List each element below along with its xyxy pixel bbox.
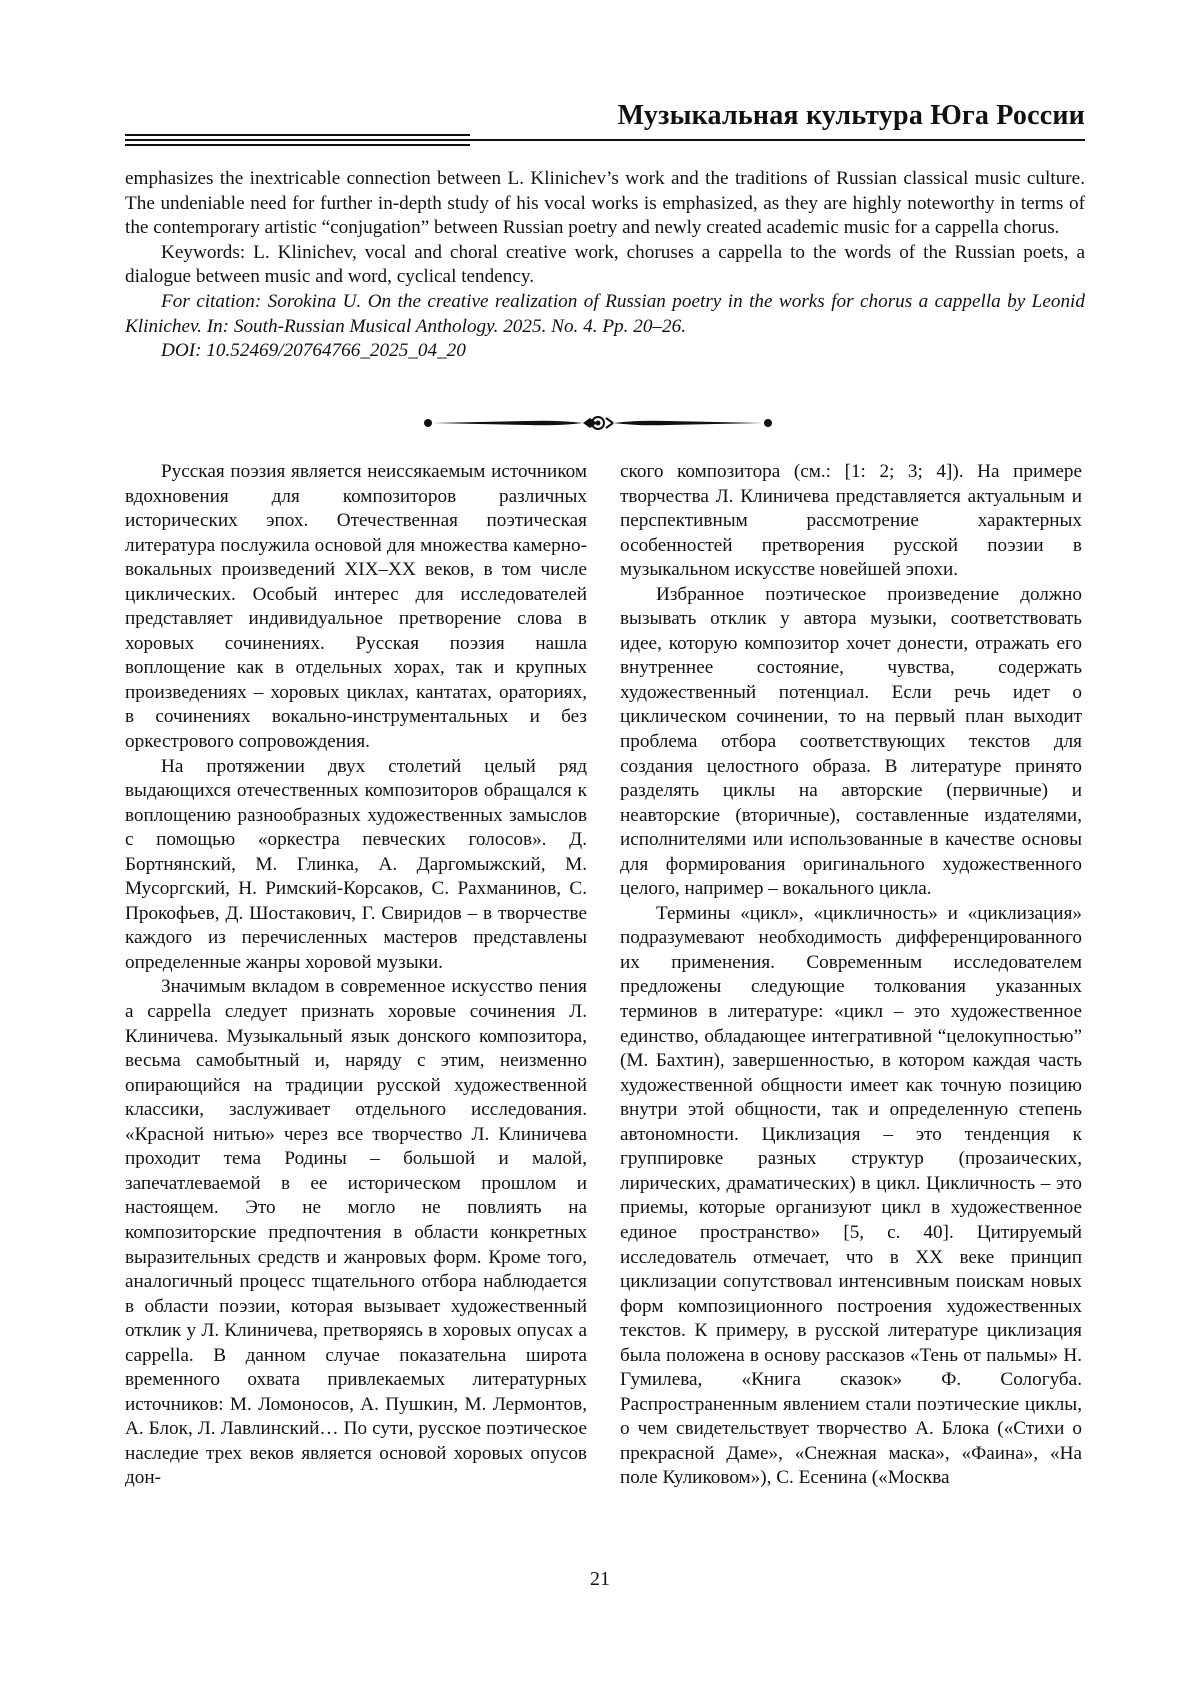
header-rule-top <box>125 134 470 136</box>
page-number: 21 <box>590 1568 610 1590</box>
section-divider-ornament <box>418 408 778 438</box>
abstract-block <box>125 167 1085 364</box>
header-rule-full <box>125 139 1085 141</box>
body-column-left <box>125 460 587 1491</box>
paragraph: Значимым вкладом в современное искусство пения a cappella следует признать хоровые сочинения Л. Клиничева. Музыкальный язык донского композитора, весьма самобытный и, наряду с этим, неизменно опирающийся на традиции русской художественной классики, заслуживает отдельного исследования. «Красной нитью» через все творчество Л. Клиничева проходит тема Родины – большой и малой, запечатлеваемой в ее историческом прошлом и настоящем. Это не могло не повлиять на композиторские предпочтения в области конкретных выразительных средств и жанровых форм. Кроме того, аналогичный процесс тщательного отбора наблюдается в области поэзии, которая вызывает художественный отклик у Л. Клиничева, претворяясь в хоровых опусах a cappella. В данном случае показательна широта временного охвата привлекаемых литературных источников: М. Ломоносов, А. Пушкин, М. Лермонтов, А. Блок, Л. Лавлинский… По сути, русское поэтическое наследие трех веков является основой хоровых опусов дон- <box>125 976 587 1489</box>
abstract-tail: emphasizes the inextricable connection between L. Klinichev’s work and the traditions of Russian classical music culture. The undeniable need for further in-depth study of his vocal works is emphasized, as they are highly noteworthy in terms of the contemporary artistic “conjugation” between Russian poetry and newly created academic music for a cappella chorus. <box>125 168 1085 239</box>
paragraph: ского композитора (см.: [1: 2; 3; 4]). На примере творчества Л. Клиничева представляется актуальным и перспективным рассмотрение характерных особенностей претворения русской поэзии в музыкальном искусстве новейшей эпохи. <box>620 461 1082 581</box>
paragraph: На протяжении двух столетий целый ряд выдающихся отечественных композиторов обращался к воплощению разнообразных художественных замыслов с помощью «оркестра певческих голосов». Д. Бортнянский, М. Глинка, А. Даргомыжский, М. Мусоргский, Н. Римский-Корсаков, С. Рахманинов, С. Прокофьев, Д. Шостакович, Г. Свиридов – в творчестве каждого из перечисленных мастеров представлены определенные жанры хоровой музыки. <box>125 755 587 973</box>
paragraph: Избранное поэтическое произведение должно вызывать отклик у автора музыки, соответствовать идее, которую композитор хочет донести, отражать его внутреннее состояние, чувства, содержать художественный потенциал. Если речь идет о циклическом сочинении, то на первый план выходит проблема отбора соответствующих текстов для создания целостного образа. В литературе принято разделять циклы на авторские (первичные) и неавторские (вторичные), составленные издателями, исполнителями или использованные в качестве основы для формирования оригинального художественного целого, например – вокального цикла. <box>620 583 1082 900</box>
journal-running-title: Музыкальная культура Юга России <box>617 100 1085 131</box>
paragraph: Термины «цикл», «цикличность» и «циклизация» подразумевают необходимость дифференцированного их применения. Современным исследователем предложены следующие толкования указанных терминов в литературе: «цикл – это художественное единство, обладающее интегративной “целокупностью” (М. Бахтин), завершенностью, в котором каждая часть художественной общности имеет как точную позицию внутри этой общности, так и определенную степень автономности. Циклизация – это тенденция к группировке разных структур (прозаических, лирических, драматических) в цикл. Цикличность – это приемы, которые организуют цикл в художественное единое пространство» [5, с. 40]. Цитируемый исследователь отмечает, что в XX веке принцип циклизации сопутствовал интенсивным поискам новых форм композиционного построения художественных текстов. К примеру, в русской литературе циклизация была положена в основу рассказов «Тень от пальмы» Н. Гумилева, «Книга сказок» Ф. Сологуба. Распространенным явлением стали поэтические циклы, о чем свидетельствует творчество А. Блока («Стихи о прекрасной Даме», «Снежная маска», «Фаина», «На поле Куликовом»), С. Есенина («Москва <box>620 902 1082 1489</box>
paragraph: Русская поэзия является неиссякаемым источником вдохновения для композиторов различных исторических эпох. Отечественная поэтическая литература послужила основой для множества камерно-вокальных произведений XIX–XX веков, в том числе циклических. Особый интерес для исследователей представляет индивидуальное претворение слова в хоровых сочинениях. Русская поэзия нашла воплощение как в отдельных хорах, так и крупных произведениях – хоровых циклах, кантатах, ораториях, в сочинениях вокально-инструментальных и без оркестрового сопровождения. <box>125 461 587 753</box>
doi: DOI: 10.52469/20764766_2025_04_20 <box>161 340 466 362</box>
citation: For citation: Sorokina U. On the creative realization of Russian poetry in the works for chorus a cappella by Leonid Klinichev. In: South-Russian Musical Anthology. 2025. No. 4. Pp. 20–26. <box>125 290 1085 337</box>
body-column-right <box>620 460 1082 1491</box>
keywords: Keywords: L. Klinichev, vocal and choral creative work, choruses a cappella to the words of the Russian poets, a dialogue between music and word, cyclical tendency. <box>125 241 1085 288</box>
header-rule-bottom <box>125 144 470 146</box>
